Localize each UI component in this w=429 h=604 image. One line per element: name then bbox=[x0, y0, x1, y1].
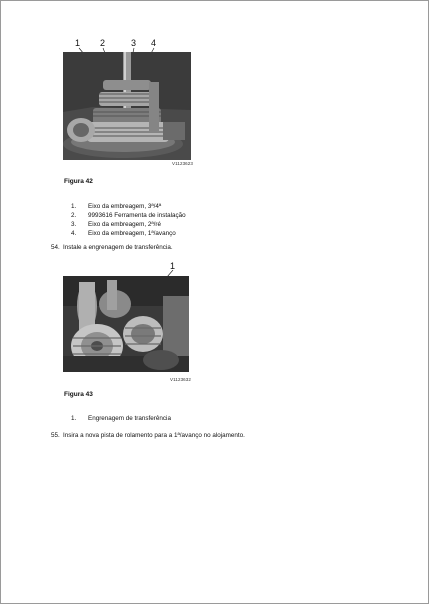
list-item: 2. 9993616 Ferramenta de instalação bbox=[71, 212, 186, 219]
figure-42-photo-id: V1123623 bbox=[172, 161, 193, 166]
figure-43-caption: Figura 43 bbox=[64, 391, 93, 398]
callout-3: 3 bbox=[131, 38, 137, 48]
list-item: 3. Eixo da embreagem, 2ª/ré bbox=[71, 221, 162, 228]
figure-43-photo-id: V1123632 bbox=[170, 377, 191, 382]
callout-2: 2 bbox=[100, 38, 106, 48]
figure-43-legend-list bbox=[71, 414, 171, 423]
figure-42-legend-list bbox=[71, 202, 186, 238]
callout-4: 4 bbox=[151, 38, 157, 48]
figure-42-photo bbox=[63, 52, 191, 160]
list-item: 1. Eixo da embreagem, 3ª/4ª bbox=[71, 203, 162, 210]
step-54: 54. Instale a engrenagem de transferência. bbox=[51, 244, 173, 251]
callout-1: 1 bbox=[75, 38, 81, 48]
figure-42-caption: Figura 42 bbox=[64, 178, 93, 185]
step-55: 55. Insira a nova pista de rolamento para a 1ª/avanço no alojamento. bbox=[51, 432, 245, 439]
callout-1: 1 bbox=[170, 261, 176, 271]
list-item: 1. Engrenagem de transferência bbox=[71, 415, 171, 422]
list-item: 4. Eixo da embreagem, 1ª/avanço bbox=[71, 230, 176, 237]
figure-43-photo bbox=[63, 276, 189, 372]
